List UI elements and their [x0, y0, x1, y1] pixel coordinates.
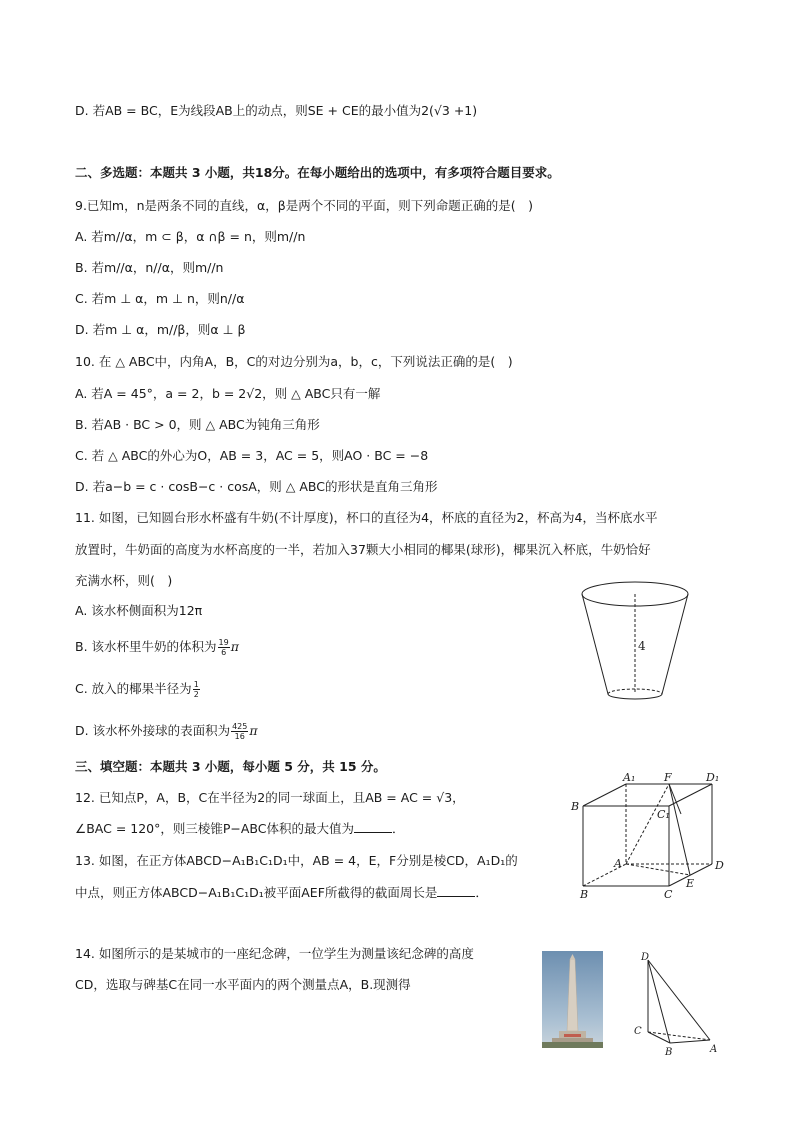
pi-symbol: π	[249, 723, 258, 738]
edge-b-a	[670, 1040, 710, 1043]
q9-option-d: D. 若m ⊥ α，m//β，则α ⊥ β	[75, 322, 246, 337]
q11-option-d-text: D. 该水杯外接球的表面积为	[75, 723, 231, 738]
q14-line2: CD，选取与碑基C在同一水平面内的两个测量点A，B.现测得	[75, 977, 411, 992]
label-c: C	[634, 1026, 642, 1037]
q12-line2	[75, 820, 405, 838]
label-b1: B	[571, 800, 580, 813]
q11-stem-line2: 放置时，牛奶面的高度为水杯高度的一半，若加入37颗大小相同的椰果(球形)，椰果沉入杯底，牛奶恰好	[75, 542, 651, 557]
cup-right-side	[662, 594, 688, 694]
q11-option-c	[75, 680, 201, 699]
q11-option-b-text: B. 该水杯里牛奶的体积为	[75, 639, 217, 654]
q10-option-a: A. 若A = 45°，a = 2，b = 2√2，则 △ ABC只有一解	[75, 386, 381, 401]
label-f: F	[664, 771, 672, 784]
label-e: E	[686, 877, 695, 890]
answer-blank	[354, 820, 392, 833]
cup-left-side	[582, 594, 608, 694]
label-b: B	[580, 888, 589, 901]
q11-option-c-text: C. 放入的椰果半径为	[75, 681, 192, 696]
monument-photo	[542, 951, 603, 1048]
label-a1: A₁	[623, 771, 636, 784]
section-3-title: 三、填空题：本题共 3 小题，每小题 5 分，共 15 分。	[75, 759, 386, 774]
fraction-numerator: 425	[232, 722, 248, 731]
q11-stem-line3: 充满水杯，则( )	[75, 573, 173, 588]
fraction-denominator: 2	[193, 690, 199, 699]
q12-period: ．	[392, 821, 405, 836]
line-a-e	[626, 864, 690, 875]
fraction-numerator: 1	[193, 680, 199, 689]
label-a: A	[614, 857, 622, 870]
q10-option-d: D. 若a−b = c · cosB−c · cosA，则 △ ABC的形状是直角三角形	[75, 479, 438, 494]
q9-option-a: A. 若m//α，m ⊂ β，α ∩β = n，则m//n	[75, 229, 306, 244]
section-2-title: 二、多选题：本题共 3 小题，共18分。在每小题给出的选项中，有多项符合题目要求。	[75, 165, 560, 180]
fraction-numerator: 19	[218, 638, 229, 647]
pi-symbol: π	[230, 639, 239, 654]
q11-option-c-fraction	[193, 680, 200, 699]
label-b: B	[665, 1047, 673, 1058]
line-a-f	[626, 784, 669, 864]
label-c: C	[664, 888, 673, 901]
q11-option-d-fraction	[231, 722, 248, 741]
q11-option-d	[75, 722, 258, 741]
label-d1: D₁	[706, 771, 720, 784]
q8-option-d: D. 若AB = BC，E为线段AB上的动点，则SE + CE的最小值为2(√3 +1)	[75, 103, 478, 118]
q13-line1: 13. 如图，在正方体ABCD−A₁B₁C₁D₁中，AB = 4，E，F分别是棱CD，A₁D₁的	[75, 853, 518, 868]
q9-option-c: C. 若m ⊥ α，m ⊥ n，则n//α	[75, 291, 245, 306]
frustum-cup-figure	[575, 576, 695, 708]
q12-line1: 12. 已知点P，A，B，C在半径为2的同一球面上，且AB = AC = √3，	[75, 790, 465, 805]
q11-stem-line1: 11. 如图，已知圆台形水杯盛有牛奶(不计厚度)，杯口的直径为4，杯底的直径为2，杯高为4，当杯底水平	[75, 510, 658, 525]
edge-d-a	[648, 960, 710, 1040]
q10-option-b: B. 若AB · BC > 0，则 △ ABC为钝角三角形	[75, 417, 320, 432]
q10-stem: 10. 在 △ ABC中，内角A，B，C的对边分别为a，b，c，下列说法正确的是( )	[75, 354, 513, 369]
label-d: D	[641, 952, 650, 963]
q9-option-b: B. 若m//α，n//α，则m//n	[75, 260, 224, 275]
fraction-denominator: 16	[234, 732, 245, 741]
q13-period: ．	[475, 885, 488, 900]
q11-option-a: A. 该水杯侧面积为12π	[75, 603, 203, 618]
monument-image	[542, 951, 603, 1048]
answer-blank	[437, 884, 475, 897]
edge-d-b	[648, 960, 670, 1043]
q11-option-b-fraction	[218, 638, 230, 657]
q11-option-b	[75, 638, 239, 657]
cup-height-label: 4	[638, 639, 646, 653]
q13-line2-text: 中点，则正方体ABCD−A₁B₁C₁D₁被平面AEF所截得的截面周长是	[75, 885, 438, 900]
cup-bottom-front	[608, 694, 662, 699]
tetrahedron-figure	[632, 948, 722, 1058]
edge-c1-d1	[669, 784, 712, 806]
q10-option-c: C. 若 △ ABC的外心为O，AB = 3，AC = 5，则AO · BC = −8	[75, 448, 429, 463]
cube-figure	[566, 768, 726, 904]
q12-line2-text: ∠BAC = 120°，则三棱锥P−ABC体积的最大值为	[75, 821, 355, 836]
q14-line1: 14. 如图所示的是某城市的一座纪念碑，一位学生为测量该纪念碑的高度	[75, 946, 474, 961]
fraction-denominator: 6	[221, 648, 227, 657]
line-f-e	[669, 784, 690, 875]
edge-c-a	[648, 1032, 710, 1040]
q13-line2	[75, 884, 488, 902]
label-d: D	[715, 859, 724, 872]
q9-stem: 9.已知m，n是两条不同的直线，α，β是两个不同的平面，则下列命题正确的是( )	[75, 198, 533, 213]
edge-b1-a1	[583, 784, 626, 806]
label-c1: C₁	[657, 808, 670, 821]
label-a: A	[710, 1044, 718, 1055]
